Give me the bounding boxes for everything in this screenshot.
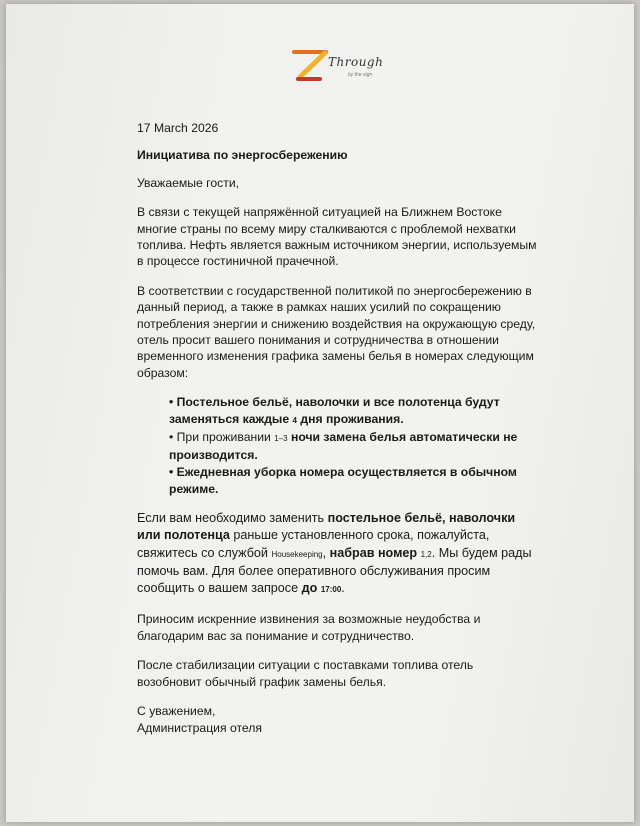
paragraph-housekeeping [137, 510, 537, 598]
request-deadline: 17:00 [320, 585, 342, 595]
text-run: , [322, 545, 330, 560]
text-run: набрав номер [329, 545, 418, 560]
text-run: раньше установленного срока, пожалуйста, свяжитесь со службой [137, 528, 490, 560]
text-run: Если вам необходимо заменить [137, 511, 328, 526]
list-item-number: 4 [292, 416, 297, 426]
list-item-text: ночи замена белья автоматически не производится. [169, 430, 518, 463]
logo-wordmark: Through [328, 55, 384, 69]
letter-title: Инициатива по энергосбережению [137, 148, 348, 163]
list-item-text: дня проживания. [296, 412, 404, 427]
list-item-number: 1–3 [274, 434, 288, 444]
list-item-text: • Ежедневная уборка номера осуществляется в обычном режиме. [169, 465, 517, 497]
logo-tagline: by the sign [348, 72, 373, 78]
greeting: Уважаемые гости, [137, 175, 240, 190]
housekeeping-label: Housekeeping [271, 549, 323, 559]
phone-extension: 1,2 [420, 549, 432, 559]
list-item [169, 429, 537, 464]
text-run: постельное бельё, наволочки или полотенца [137, 511, 516, 543]
closing: С уважением, [137, 703, 216, 718]
z-logo-icon [292, 48, 332, 84]
signature: Администрация отеля [137, 720, 263, 735]
list-item [169, 464, 537, 498]
linen-schedule-list [169, 394, 537, 498]
letter-sheet [6, 4, 634, 822]
list-item-text: • При проживании [169, 430, 275, 445]
paragraph-apology: Приносим искренние извинения за возможные неудобства и благодарим вас за понимание и сотрудничество. [137, 612, 481, 643]
paragraph-resume: После стабилизации ситуации с поставками топлива отель возобновит обычный график замены белья. [137, 658, 474, 689]
list-item-text: • Постельное бельё, наволочки и все полотенца будут заменяться каждые [169, 395, 500, 427]
text-run: . Мы будем рады помочь вам. Для более оперативного обслуживания просим сообщить о вашем запросе [137, 545, 532, 596]
text-run: . [341, 581, 345, 596]
paragraph-situation: В связи с текущей напряжённой ситуацией на Ближнем Востоке многие страны по всему миру сталкиваются с проблемой нехватки топлива. Нефть является важным источником энергии, используемым в процессе гостиничной прачечной. [137, 205, 537, 269]
text-run: до [301, 581, 318, 596]
letter-date: 17 March 2026 [137, 121, 219, 135]
paragraph-policy: В соответствии с государственной политикой по энергосбережению в данный период, а также в рамках наших усилий по сокращению потребления энергии и снижению воздействия на окружающую среду, отель просит вашего понимания и сотрудничества в отношении временного изменения графика замены белья в номерах следующим образом: [137, 283, 536, 380]
letter-body [137, 120, 537, 737]
list-item [169, 394, 537, 429]
hotel-logo [292, 48, 402, 88]
